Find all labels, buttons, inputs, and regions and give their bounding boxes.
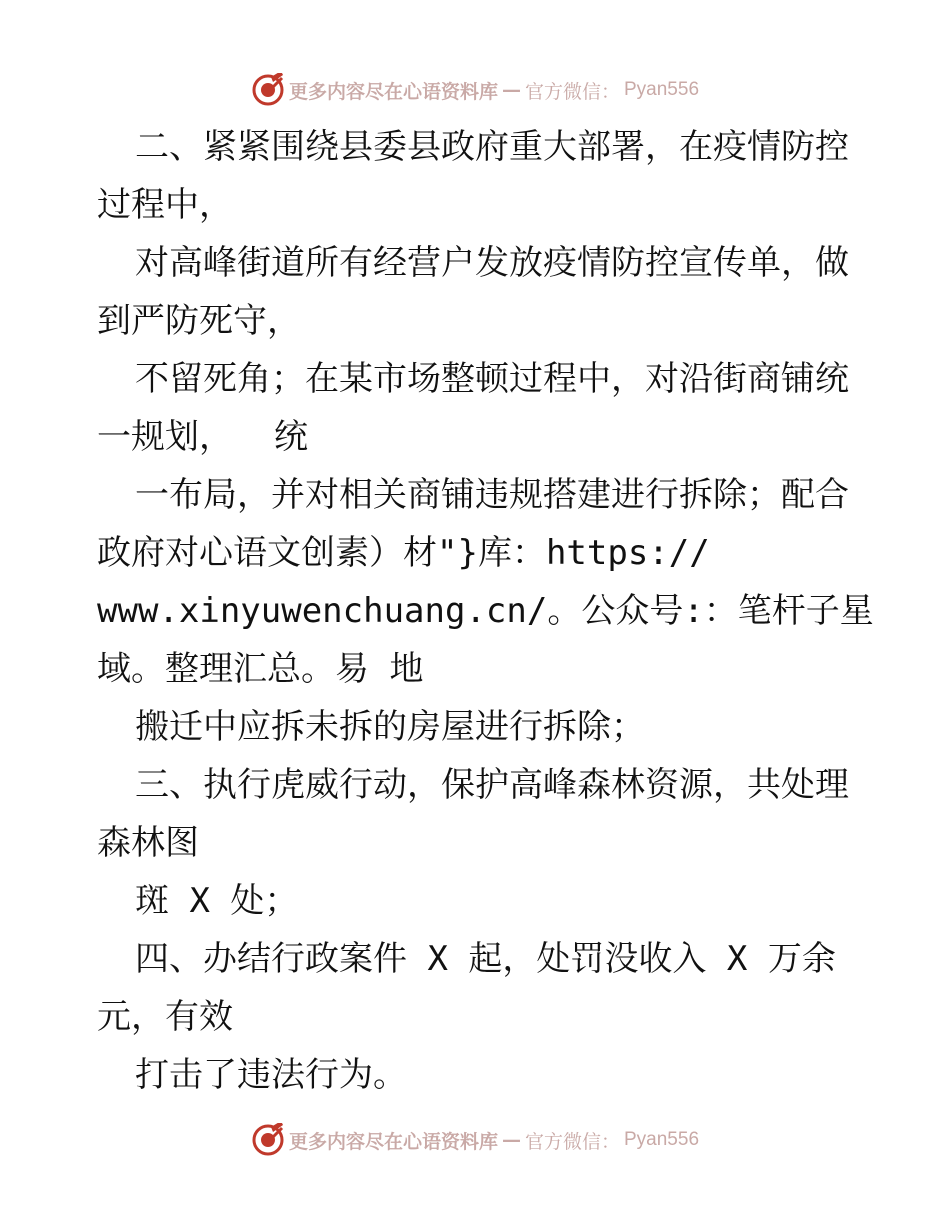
watermark-label: 官方微信： [524,1130,620,1153]
body-line: 元，有效 [97,997,233,1037]
body-line: 搬迁中应拆未拆的房屋进行拆除； [135,707,645,747]
watermark-dash: — [501,1129,521,1151]
document-body [97,118,874,1104]
watermark-text: 更多内容尽在心语资料库 [288,1130,498,1153]
pen-logo-icon [251,1123,285,1157]
watermark-text: 更多内容尽在心语资料库 [288,80,498,103]
watermark-id: Pyan556 [624,1129,700,1150]
pen-logo-icon [251,73,285,107]
body-line: 到严防死守， [97,301,301,341]
body-line: 一规划， 统 [97,417,308,457]
body-line: 二、紧紧围绕县委县政府重大部署，在疫情防控 [135,127,849,167]
body-line: 政府对心语文创素）材"}库：https:// [97,533,710,573]
watermark-dash: — [501,79,521,101]
footer-watermark [0,1120,950,1160]
watermark-group [251,73,699,107]
body-line: 一布局，并对相关商铺违规搭建进行拆除；配合 [135,475,849,515]
header-watermark [0,70,950,110]
watermark-group [251,1123,699,1157]
watermark-label: 官方微信： [524,80,620,103]
body-line: 三、执行虎威行动，保护高峰森林资源，共处理 [135,765,849,805]
body-line: 四、办结行政案件 X 起，处罚没收入 X 万余 [135,939,836,979]
body-line: www.xinyuwenchuang.cn/。公众号:：笔杆子星 [97,591,874,631]
watermark-id: Pyan556 [624,79,700,100]
body-line: 不留死角；在某市场整顿过程中，对沿街商铺统 [135,359,849,399]
body-line: 过程中， [97,185,233,225]
body-line: 森林图 [97,823,199,863]
body-line: 域。整理汇总。易 地 [97,649,424,689]
body-line: 对高峰街道所有经营户发放疫情防控宣传单，做 [135,243,849,283]
body-line: 打击了违法行为。 [135,1055,407,1095]
body-line: 斑 X 处； [135,881,299,921]
